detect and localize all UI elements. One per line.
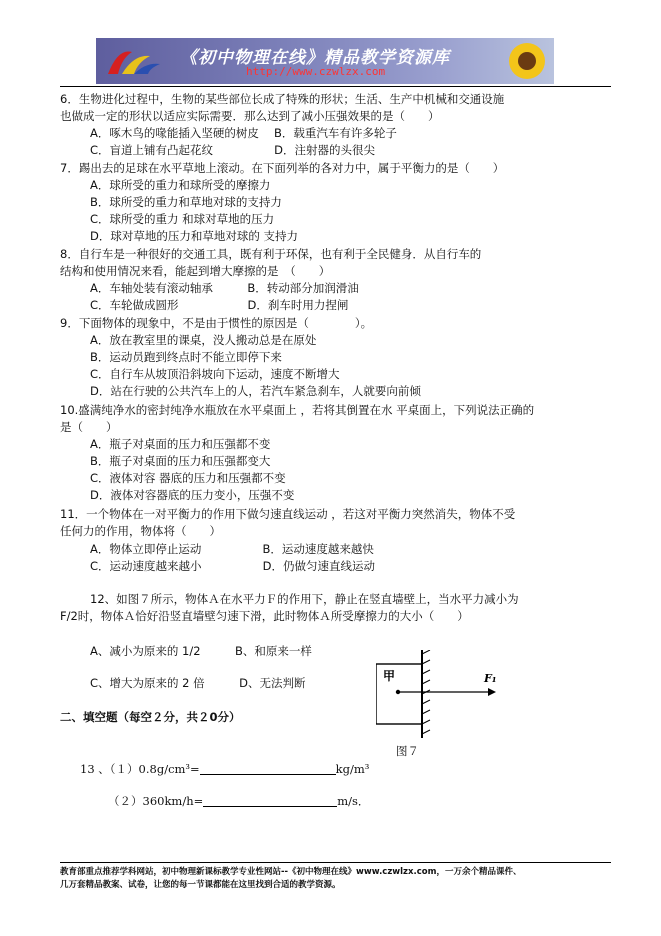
q12-options-cd: C、增大为原来的 2 倍 D、无法判断	[90, 676, 306, 690]
footer-line-1: 教育部重点推荐学科网站，初中物理新课标教学专业性网站--《初中物理在线》www.czwlzx.com，一万余个精品课件、	[60, 867, 522, 877]
q6-options-ab: A．啄木鸟的喙能插入坚硬的树皮 B．载重汽车有许多轮子	[90, 126, 397, 140]
q9-option-b: B．运动员跑到终点时不能立即停下来	[90, 350, 282, 364]
q9-stem: 9．下面物体的现象中，不是由于惯性的原因是（ ）。	[60, 316, 373, 330]
figure-7	[376, 650, 526, 740]
q12-line-2: F/2时，物体Ａ恰好沿竖直墙壁匀速下滑，此时物体Ａ所受摩擦力的大小（ ）	[60, 609, 469, 623]
q11-options-ab: A．物体立即停止运动 B．运动速度越来越快	[90, 542, 374, 556]
q8-options-cd: C．车轮做成圆形 D．刹车时用力捏闸	[90, 298, 349, 312]
q11-options-cd: C．运动速度越来越小 D．仍做匀速直线运动	[90, 559, 376, 573]
figure-7-caption: 图７	[396, 744, 419, 758]
q13-part-1-answer-blank[interactable]	[200, 762, 336, 775]
q6-line-1: 6．生物进化过程中，生物的某些部位长成了特殊的形状；生活、生产中机械和交通设施	[60, 92, 505, 106]
header-rule	[60, 86, 611, 87]
q13-part-1-unit: kg/m³	[335, 762, 370, 776]
footer	[60, 866, 611, 892]
q13-part-2-unit: m/s．	[337, 794, 370, 808]
q12-options-ab: A、减小为原来的 1/2 B、和原来一样	[90, 644, 312, 658]
q6-line-2: 也做成一定的形状以适应实际需要．那么达到了减小压强效果的是（ ）	[60, 109, 440, 123]
figure-force-label: F₁	[484, 672, 497, 685]
footer-rule	[60, 862, 611, 863]
q10-option-b: B．瓶子对桌面的压力和压强都变大	[90, 454, 271, 468]
q10-option-c: C．液体对容 器底的压力和压强都不变	[90, 471, 286, 485]
banner-url[interactable]: http://www.czwlzx.com	[246, 65, 386, 78]
q8-options-ab: A．车轴处装有滚动轴承 B．转动部分加润滑油	[90, 281, 359, 295]
q13-part-2-prefix: （２）360km/h=	[108, 794, 204, 808]
q9-option-a: A．放在教室里的课桌，没人搬动总是在原处	[90, 333, 317, 347]
figure-7-diagram	[376, 650, 526, 740]
q7-option-c: C．球所受的重力 和球对草地的压力	[90, 212, 275, 226]
q10-line-1: 10.盛满纯净水的密封纯净水瓶放在水平桌面上 ，若将其倒置在水 平桌面上，下列说法正确的	[60, 403, 535, 417]
q13-part-2	[108, 794, 369, 809]
header-banner	[96, 38, 554, 84]
q7-option-d: D．球对草地的压力和草地对球的 支持力	[90, 229, 299, 243]
q9-option-d: D．站在行驶的公共汽车上的人，若汽车紧急刹车，人就要向前倾	[90, 384, 421, 398]
q8-line-1: 8．自行车是一种很好的交通工具，既有利于环保，也有利于全民健身．从自行车的	[60, 247, 482, 261]
q7-option-b: B．球所受的重力和草地对球的支持力	[90, 195, 282, 209]
q11-line-1: 11．一个物体在一对平衡力的作用下做匀速直线运动 ，若这对平衡力突然消失，物体不受	[60, 507, 516, 521]
q10-option-d: D．液体对容器底的压力变小，压强不变	[90, 488, 295, 502]
q6-options-cd: C．盲道上铺有凸起花纹 D．注射器的头很尖	[90, 143, 376, 157]
q10-option-a: A．瓶子对桌面的压力和压强都不变	[90, 437, 271, 451]
sunflower-icon	[504, 40, 550, 82]
q7-option-a: A．球所受的重力和球所受的摩擦力	[90, 178, 271, 192]
q9-option-c: C．自行车从坡顶沿斜坡向下运动，速度不断增大	[90, 367, 340, 381]
q8-line-2: 结构和使用情况来看，能起到增大摩擦的是 （ ）	[60, 264, 331, 278]
site-logo-icon	[104, 46, 162, 78]
q7-stem: 7．踢出去的足球在水平草地上滚动。在下面列举的各对力中，属于平衡力的是（ ）	[60, 161, 505, 175]
q11-line-2: 任何力的作用，物体将（ ）	[60, 524, 221, 538]
q13-part-1-prefix: 13 、（１）0.8g/cm³=	[80, 762, 200, 776]
q10-line-2: 是（ ）	[60, 420, 118, 434]
banner-title: 《初中物理在线》精品教学资源库	[180, 48, 450, 68]
q12-line-1: 12、如图７所示，物体Ａ在水平力Ｆ的作用下，静止在竖直墙壁上，当水平力减小为	[90, 592, 519, 606]
section-fill-in-heading: 二、填空题（每空２分，共２0分）	[60, 710, 241, 724]
figure-block-label: 甲	[383, 669, 396, 683]
footer-line-2: 几万套精品教案、试卷，让您的每一节课都能在这里找到合适的教学资源。	[60, 880, 341, 890]
q13-part-1	[80, 762, 369, 777]
q13-part-2-answer-blank[interactable]	[203, 794, 337, 807]
